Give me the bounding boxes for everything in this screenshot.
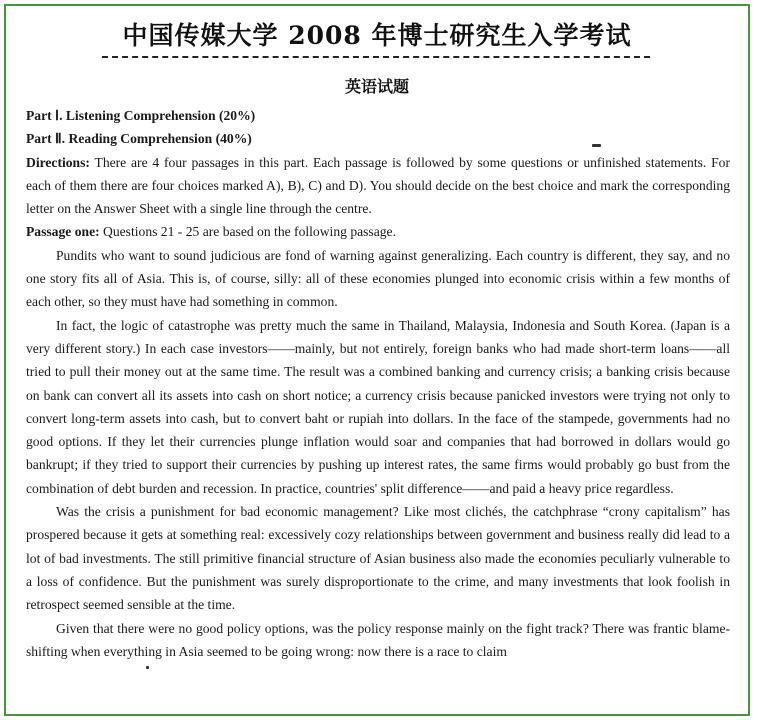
passage-one-label: Passage one: [26, 224, 100, 240]
exam-subtitle: 英语试题 [344, 77, 409, 96]
exam-content [26, 104, 730, 663]
exam-title: 中国传媒大学 2008 年博士研究生入学考试 [122, 21, 632, 50]
exam-page [4, 4, 750, 716]
title-dashed-divider [102, 56, 650, 58]
passage-one-intro [26, 220, 730, 243]
passage-paragraph: Given that there were no good policy options, was the policy response mainly on the fight track? There was frantic blame-shifting when everything in Asia seemed to be going wrong: now there is a race to claim [26, 620, 730, 659]
passage-paragraph: Was the crisis a punishment for bad economic management? Like most clichés, the catchphrase “crony capitalism” has prospered because it gets at something real: excessively cozy relationships between government and business really did lead to a lot of bad investments. The still primitive financial structure of Asian business also made the economies peculiarly vulnerable to a loss of confidence. But the punishment was surely disproportionate to the crime, and many investments that look foolish in retrospect seemed sensible at the time. [26, 504, 730, 613]
directions-text: There are 4 four passages in this part. Each passage is followed by some questions or unfinished statements. For each of them there are four choices marked A), B), C) and D). You should decide on the best choice and mark the corresponding letter on the Answer Sheet with a single line through the centre. [26, 154, 730, 217]
part-two-heading: Part Ⅱ. Reading Comprehension (40%) [26, 131, 252, 147]
passage-paragraph: In fact, the logic of catastrophe was pretty much the same in Thailand, Malaysia, Indonesia and South Korea. (Japan is a very different story.) In each case investors——mainly, but not entirely, foreign banks who had made short-term loans——all tried to pull their money out at the same time. The result was a combined banking and currency crisis; a banking crisis because on bank can convert all its assets into cash on short notice; a currency crisis because panicked investors were trying not only to convert long-term assets into cash, but to convert baht or rupiah into dollars. In the face of the stampede, governments had no good options. If they let their currencies plunge inflation would soar and companies that had borrowed in dollars would go bankrupt; if they tried to support their currencies by pushing up interest rates, the same firms would probably go bust from the combination of debt burden and recession. In practice, countries' split difference——and paid a heavy price regardless. [26, 317, 730, 496]
directions-paragraph [26, 151, 730, 221]
passage-one-intro-text: Questions 21 - 25 are based on the following passage. [103, 224, 396, 240]
scan-speck-dot [146, 666, 149, 669]
passage-paragraph: Pundits who want to sound judicious are fond of warning against generalizing. Each country is different, they say, and no one story fits all of Asia. This is, of course, silly: all of these economies plunged into economic crisis within a few months of each other, so they must have had something in common. [26, 247, 730, 310]
directions-label: Directions: [26, 154, 90, 170]
part-one-heading: Part Ⅰ. Listening Comprehension (20%) [26, 108, 256, 123]
